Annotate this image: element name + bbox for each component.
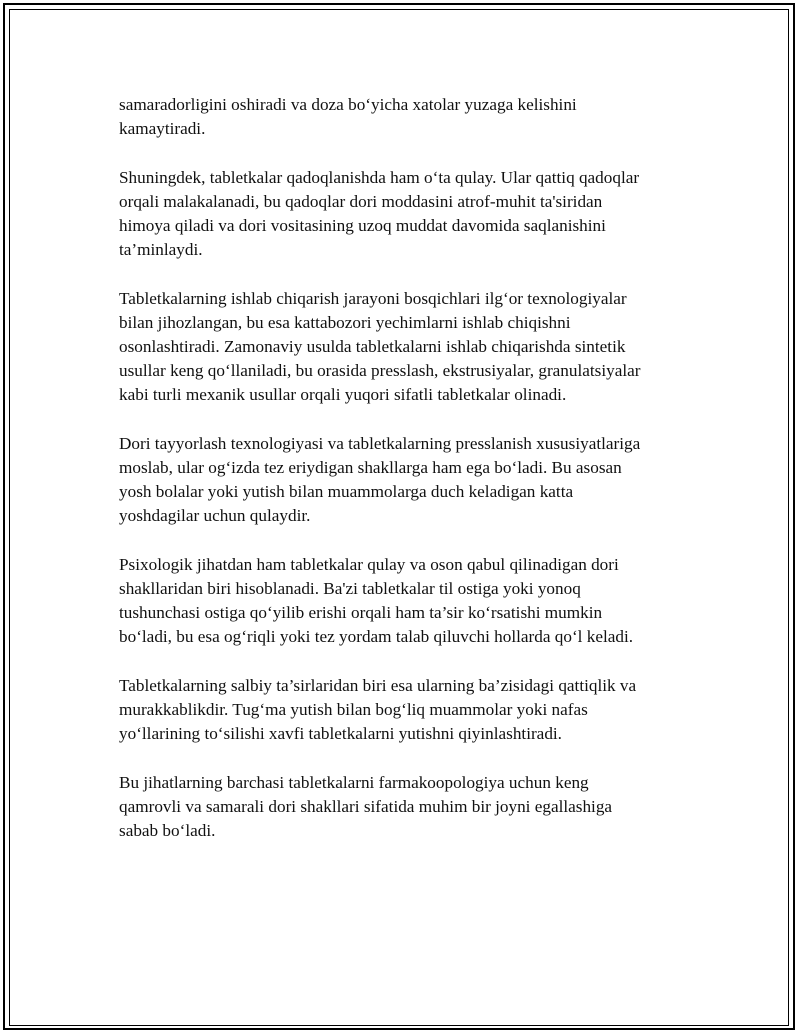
paragraph-3: Tabletkalarning ishlab chiqarish jarayoni bosqichlari ilg‘or texnologiyalar bilan jihozlangan, bu esa kattabozori yechimlarni ishlab chiqishni osonlashtiradi. Zamonaviy usulda tabletkalarni ishlab chiqarishda sintetik usullar keng qo‘llaniladi, bu orasida presslash, ekstrusiyalar, granulatsiyalar kabi turli mexanik usullar orqali yuqori sifatli tabletkalar olinadi. xyxy=(119,288,641,405)
paragraph-5: Psixologik jihatdan ham tabletkalar qulay va oson qabul qilinadigan dori shakllaridan biri hisoblanadi. Ba'zi tabletkalar til ostiga yoki yonoq tushunchasi ostiga qo‘yilib erishi orqali ham ta’sir ko‘rsatishi mumkin bo‘ladi, bu esa og‘riqli yoki tez yordam talab qiluvchi hollarda qo‘l keladi. xyxy=(119,554,634,647)
paragraph-2: Shuningdek, tabletkalar qadoqlanishda ham o‘ta qulay. Ular qattiq qadoqlar orqali malakalanadi, bu qadoqlar dori moddasini atrof-muhit ta'siridan himoya qiladi va dori vositasining uzoq muddat davomida saqlanishini ta’minlaydi. xyxy=(119,167,640,260)
document-body xyxy=(119,93,689,867)
paragraph-4: Dori tayyorlash texnologiyasi va tabletkalarning presslanish xususiyatlariga moslab, ular og‘izda tez eriydigan shakllarga ham ega bo‘ladi. Bu asosan yosh bolalar yoki yutish bilan muammolarga duch keladigan katta yoshdagilar uchun qulaydir. xyxy=(119,433,641,526)
paragraph-1: samaradorligini oshiradi va doza bo‘yicha xatolar yuzaga kelishini kamaytiradi. xyxy=(119,95,577,139)
paragraph-6: Tabletkalarning salbiy ta’sirlaridan biri esa ularning ba’zisidagi qattiqlik va murakkablikdir. Tug‘ma yutish bilan bog‘liq muammolar yoki nafas yo‘llarining to‘silishi xavfi tabletkalarni yutishni qiyinlashtiradi. xyxy=(119,675,637,744)
paragraph-7: Bu jihatlarning barchasi tabletkalarni farmakoopologiya uchun keng qamrovli va samarali dori shakllari sifatida muhim bir joyni egallashiga sabab bo‘ladi. xyxy=(119,772,613,840)
